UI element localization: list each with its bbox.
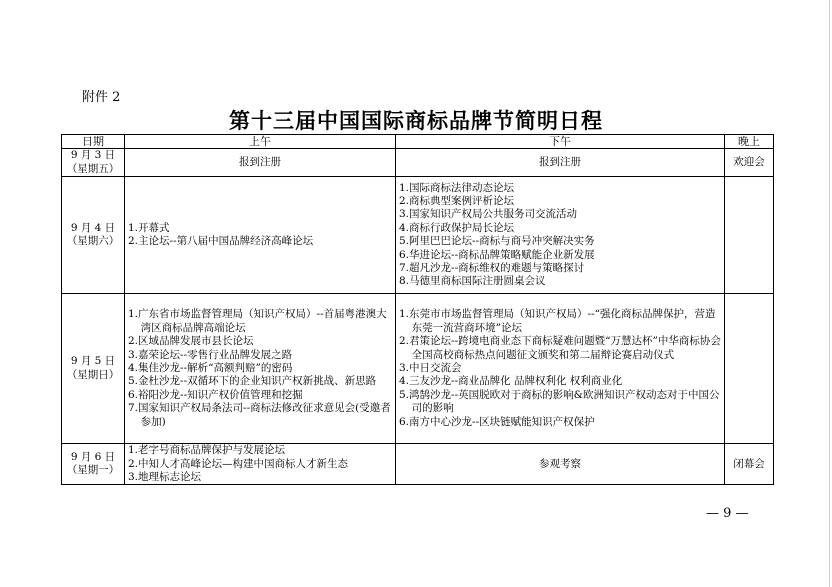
weekday-text: （星期一） [66, 464, 120, 477]
list-item: 2.君策论坛--跨境电商业态下商标疑难问题暨“万慧达杯”中华商标协会全国高校商标热点问题征文颁奖和第二届辩论赛启动仪式 [399, 335, 721, 361]
list-item: 8.马德里商标国际注册圆桌会议 [399, 275, 546, 288]
schedule-body [62, 149, 774, 485]
list-item: 2.中知人才高峰论坛—构建中国商标人才新生态 [128, 457, 349, 470]
list-item: 1.开幕式 [128, 221, 170, 234]
morning-cell [125, 444, 396, 485]
list-item: 2.商标典型案例评析论坛 [399, 195, 515, 207]
list-item: 6.南方中心沙龙--区块链赋能知识产权保护 [399, 415, 595, 428]
table-header-row [62, 135, 774, 149]
evening-cell [725, 177, 774, 294]
weekday-text: （星期六） [66, 235, 120, 248]
list-item: 7.超凡沙龙--商标维权的难题与策略探讨 [399, 262, 585, 275]
list-item: 3.嘉荣论坛--零售行业品牌发展之路 [128, 348, 293, 361]
afternoon-list [399, 182, 721, 289]
evening-cell: 欢迎会 [725, 149, 774, 177]
afternoon-cell [396, 294, 725, 444]
list-item: 1.老字号商标品牌保护与发展论坛 [128, 444, 286, 457]
afternoon-cell [396, 177, 725, 294]
page-edge [829, 0, 830, 587]
afternoon-list [399, 308, 721, 429]
list-item: 2.区域品牌发展市县长论坛 [128, 335, 254, 348]
afternoon-cell [396, 444, 725, 485]
afternoon-text: 报到注册 [539, 156, 581, 169]
attachment-label: 附件 2 [82, 90, 121, 105]
list-item: 1.国际商标法律动态论坛 [399, 181, 515, 194]
list-item: 3.地理标志论坛 [128, 471, 202, 484]
afternoon-cell [396, 149, 725, 177]
morning-list [128, 444, 392, 484]
list-item: 2.主论坛--第八届中国品牌经济高峰论坛 [128, 235, 314, 248]
list-item: 5.金杜沙龙--双循环下的企业知识产权新挑战、新思路 [128, 375, 377, 388]
header-afternoon: 下午 [396, 135, 725, 149]
afternoon-text: 参观考察 [539, 457, 581, 470]
list-item: 3.国家知识产权局公共服务司交流活动 [399, 208, 578, 221]
morning-cell [125, 294, 396, 444]
evening-cell: 闭幕会 [725, 444, 774, 485]
list-item: 5.阿里巴巴论坛--商标与商号冲突解决实务 [399, 235, 595, 248]
date-text: 9 月 3 日 [70, 149, 116, 162]
table-row [62, 149, 774, 177]
page-number: — 9 — [706, 506, 749, 521]
list-item: 5.鸿鹄沙龙--英国脱欧对于商标的影响&欧洲知识产权动态对于中国公司的影响 [399, 388, 720, 415]
date-cell [62, 294, 125, 444]
list-item: 4.商标行政保护局长论坛 [399, 221, 515, 234]
date-cell [62, 177, 125, 294]
morning-cell [125, 149, 396, 177]
date-text: 9 月 4 日 [70, 221, 116, 234]
morning-cell [125, 177, 396, 294]
morning-list [128, 222, 392, 249]
date-cell [62, 444, 125, 485]
table-row [62, 444, 774, 485]
evening-cell [725, 294, 774, 444]
list-item: 7.国家知识产权局条法司--商标法修改征求意见会(受邀者参加) [128, 402, 391, 428]
header-date: 日期 [62, 135, 125, 149]
header-morning: 上午 [125, 135, 396, 149]
list-item: 3.中日交流会 [399, 362, 462, 375]
list-item: 1.广东省市场监督管理局（知识产权局）--首届粤港澳大湾区商标品牌高端论坛 [128, 308, 387, 334]
date-cell [62, 149, 125, 177]
weekday-text: （星期五） [66, 162, 120, 175]
table-row [62, 294, 774, 444]
list-item: 4.三友沙龙--商业品牌化 品牌权利化 权利商业化 [399, 375, 623, 388]
morning-text: 报到注册 [239, 156, 281, 169]
list-item: 1.东莞市市场监督管理局（知识产权局）--“强化商标品牌保护，营造东莞一流营商环境”论坛 [399, 308, 716, 334]
page-title: 第十三届中国国际商标品牌节简明日程 [229, 108, 603, 133]
date-text: 9 月 5 日 [70, 355, 116, 368]
weekday-text: （星期日） [66, 368, 120, 381]
list-item: 6.裕阳沙龙--知识产权价值管理和挖掘 [128, 388, 303, 401]
date-text: 9 月 6 日 [70, 450, 116, 463]
schedule-table [61, 134, 774, 485]
table-row [62, 177, 774, 294]
list-item: 4.集佳沙龙--解析“高额判赔”的密码 [128, 362, 293, 375]
morning-list [128, 308, 392, 429]
header-evening: 晚上 [725, 135, 774, 149]
list-item: 6.华进论坛--商标品牌策略赋能企业新发展 [399, 248, 595, 261]
